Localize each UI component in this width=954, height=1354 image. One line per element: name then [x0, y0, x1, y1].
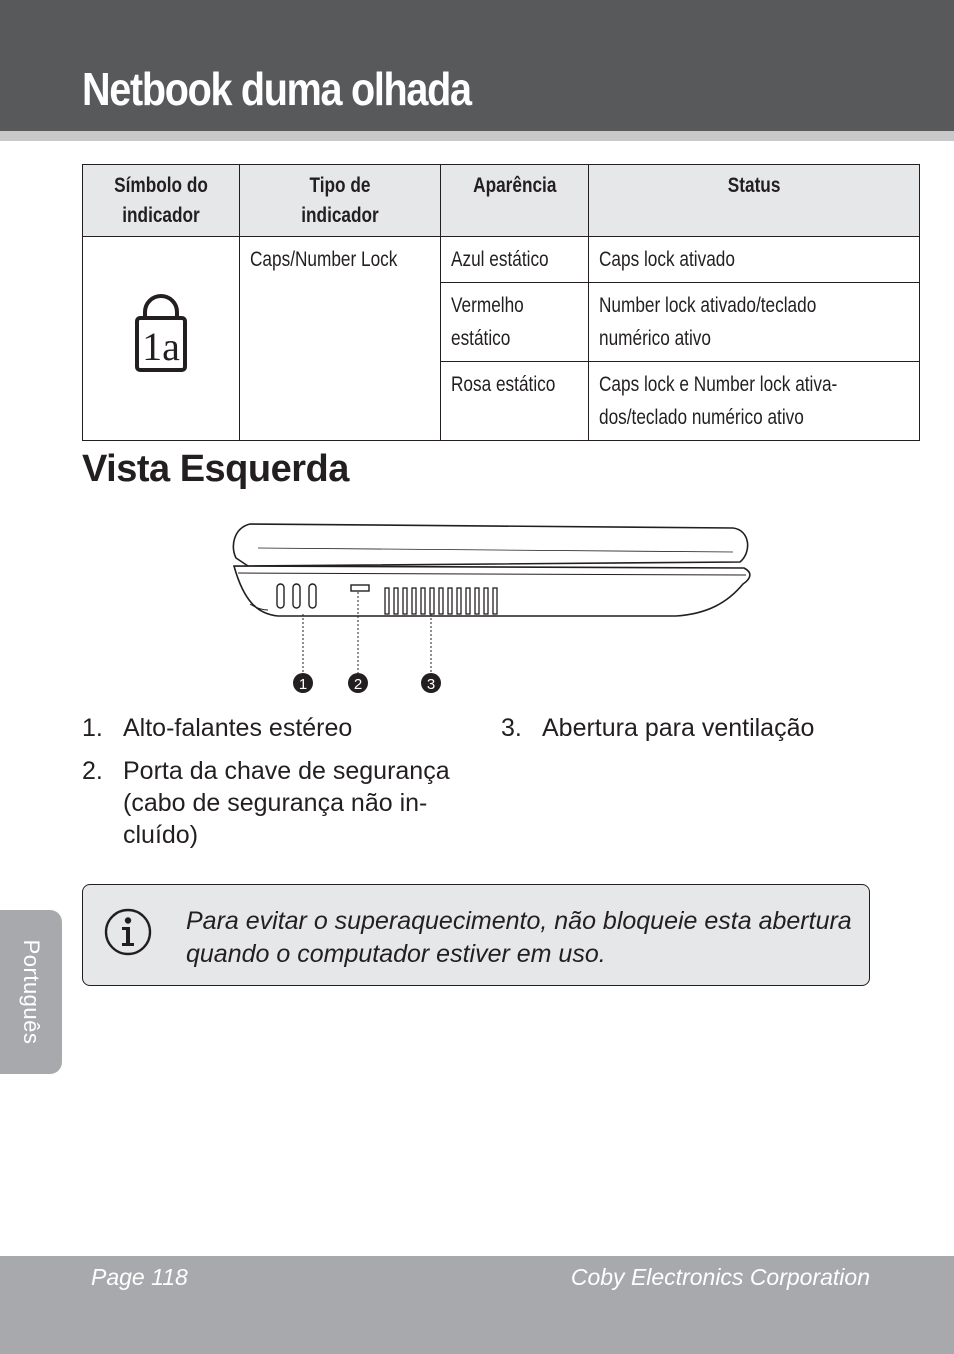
status-cell: Caps lock e Number lock ativa-dos/teclado numérico ativo — [588, 362, 919, 441]
appearance-cell: Rosa estático — [440, 362, 588, 441]
indicator-table — [82, 164, 920, 441]
status-cell: Number lock ativado/teclado numérico ativo — [588, 283, 919, 362]
list-item: 3. Abertura para ventilação — [501, 714, 815, 742]
status-cell: Caps lock ativado — [588, 237, 919, 283]
language-tab — [0, 910, 62, 1074]
caps-number-lock-icon — [133, 294, 189, 374]
components-list-left — [82, 712, 454, 862]
note-box — [82, 884, 870, 986]
callout-2 — [348, 673, 368, 693]
table-header-appearance: Aparência — [440, 165, 588, 237]
info-icon — [103, 907, 153, 957]
page-title: Netbook duma olhada — [82, 63, 471, 115]
list-item: 2. Porta da chave de segurança (cabo de segurança não in-cluído) — [82, 757, 450, 849]
note-text: Para evitar o superaquecimento, não bloqueie esta abertura quando o computador estiver em uso. — [186, 907, 852, 968]
callout-1 — [293, 673, 313, 693]
svg-text:1: 1 — [298, 676, 308, 693]
appearance-cell: Azul estático — [440, 237, 588, 283]
table-row — [83, 237, 920, 283]
components-list-right — [501, 712, 861, 755]
section-title: Vista Esquerda — [82, 448, 349, 490]
table-header-status: Status — [588, 165, 919, 237]
table-header-symbol: Símbolo do indicador — [83, 165, 240, 237]
table-header-row — [83, 165, 920, 237]
svg-text:1a: 1a — [142, 323, 180, 369]
indicator-symbol-cell — [83, 237, 240, 441]
netbook-left-side-diagram — [228, 518, 754, 700]
list-item: 1. Alto-falantes estéreo — [82, 714, 353, 742]
page-number: Page 118 — [91, 1264, 188, 1290]
svg-text:3: 3 — [426, 676, 436, 693]
indicator-type-cell: Caps/Number Lock — [240, 237, 441, 441]
header-stripe — [0, 131, 954, 141]
svg-text:2: 2 — [353, 676, 363, 693]
language-tab-label: Português — [19, 939, 44, 1045]
table-header-type: Tipo de indicador — [240, 165, 441, 237]
appearance-cell: Vermelho estático — [440, 283, 588, 362]
netbook-lid — [233, 524, 747, 566]
callout-3 — [421, 673, 441, 693]
company-name: Coby Electronics Corporation — [570, 1264, 870, 1290]
page-footer — [0, 1256, 954, 1354]
